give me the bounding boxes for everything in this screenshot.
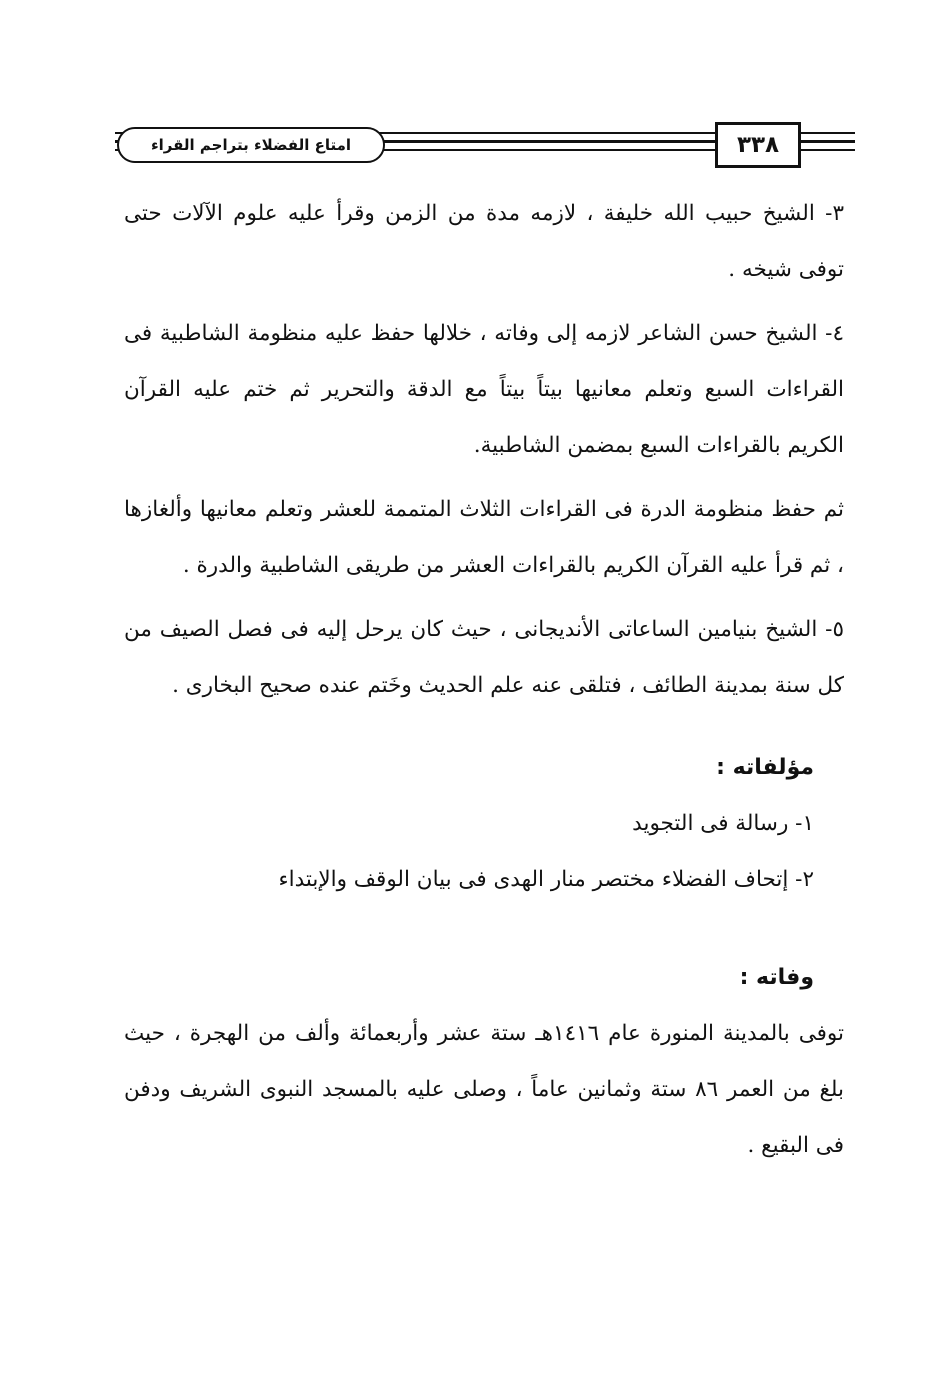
- book-title: امتاع الفضلاء بتراجم القراء: [117, 127, 385, 163]
- list-item: ٢- إتحاف الفضلاء مختصر منار الهدى فى بيان الوقف والإبتداء: [278, 867, 814, 892]
- page-number: ٣٣٨: [715, 122, 801, 168]
- paragraph-teacher-3: ٣- الشيخ حبيب الله خليفة ، لازمه مدة من الزمن وقرأ عليه علوم الآلات حتى توفى شيخه .: [124, 201, 844, 282]
- works-list: [124, 796, 844, 908]
- paragraph-teacher-4: ٤- الشيخ حسن الشاعر لازمه إلى وفاته ، خلالها حفظ عليه منظومة الشاطبية فى القراءات السبع وتعلم معانيها بيتاً بيتاً مع الدقة والتحرير ثم ختم عليه القرآن الكريم بالقراءات السبع بمضمن الشاطبية.: [124, 321, 844, 458]
- paragraph-teacher-5: ٥- الشيخ بنيامين الساعاتى الأنديجانى ، حيث كان يرحل إليه فى فصل الصيف من كل سنة بمدينة الطائف ، فتلقى عنه علم الحديث وخَتم عنده صحيح البخارى .: [124, 617, 844, 698]
- death-paragraph: توفى بالمدينة المنورة عام ١٤١٦هـ ستة عشر وأربعمائة وألف من الهجرة ، حيث بلغ من العمر ٨٦ ستة وثمانين عاماً ، وصلى عليه بالمسجد النبوى الشريف ودفن فى البقيع .: [124, 1021, 845, 1158]
- works-heading: مؤلفاته :: [716, 755, 814, 780]
- list-item: ١- رسالة فى التجويد: [632, 811, 814, 836]
- paragraph-durrah: ثم حفظ منظومة الدرة فى القراءات الثلاث المتممة للعشر وتعلم معانيها وألغازها ، ثم قرأ عليه القرآن الكريم بالقراءات العشر من طريقى الشاطبية والدرة .: [124, 497, 844, 578]
- page-body: [124, 186, 844, 1182]
- death-heading: وفاته :: [739, 965, 814, 990]
- running-header: [115, 122, 855, 172]
